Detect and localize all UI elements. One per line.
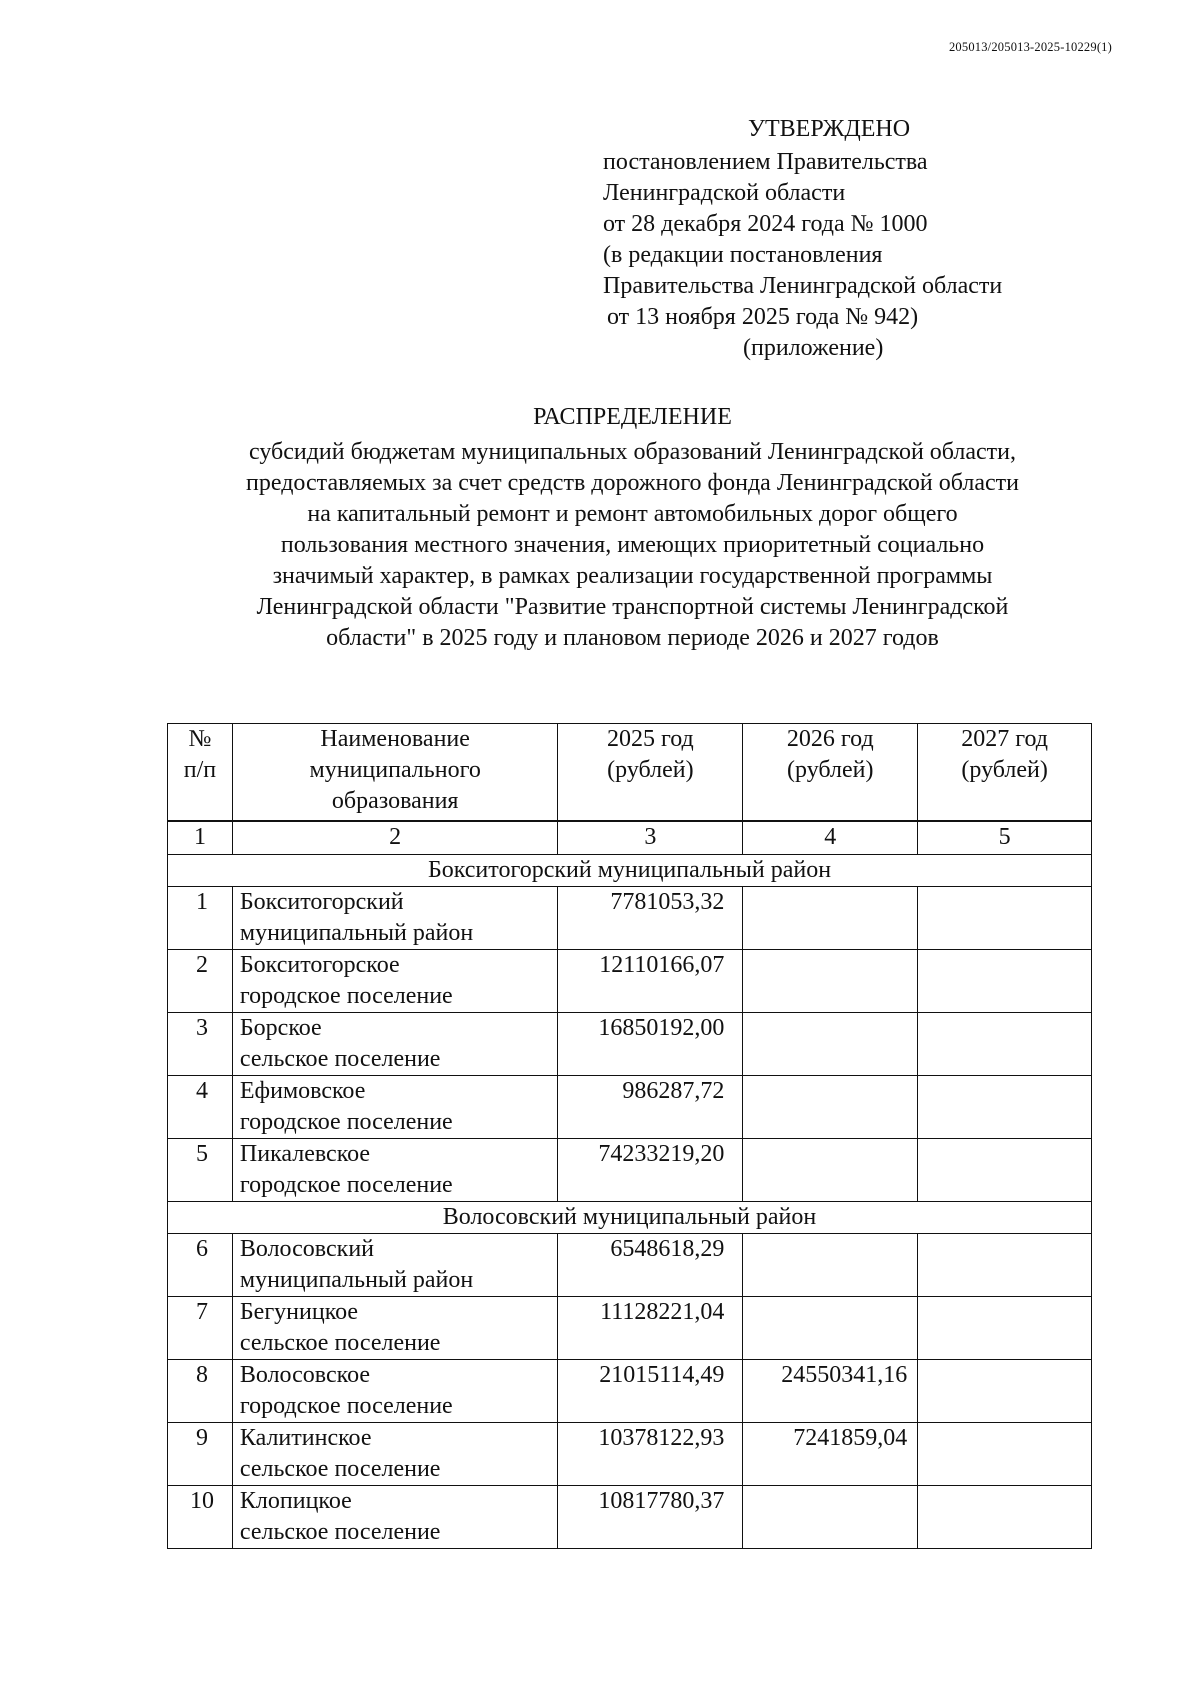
row-2027-value — [918, 1139, 1092, 1202]
header-2025-line: (рублей) — [607, 757, 694, 783]
header-name — [232, 724, 558, 821]
header-number-line: п/п — [183, 757, 217, 783]
row-name-line: сельское поселение — [239, 1330, 441, 1356]
row-2026-value — [743, 950, 918, 1013]
row-2027-value — [918, 887, 1092, 950]
row-2027-value — [918, 1486, 1092, 1549]
row-2026-value — [743, 1076, 918, 1139]
table-row — [168, 1013, 1092, 1076]
row-2027-value — [918, 1013, 1092, 1076]
heading-line: пользования местного значения, имеющих приоритетный социально — [280, 532, 985, 558]
subsidy-table — [167, 723, 1092, 1549]
document-id: 205013/205013-2025-10229(1) — [948, 40, 1112, 54]
header-number-line: № — [188, 726, 212, 752]
header-2025 — [558, 724, 743, 821]
heading-line: Ленинградской области "Развитие транспортной системы Ленинградской — [256, 594, 1009, 620]
group-title: Волосовский муниципальный район — [168, 1202, 1092, 1234]
table-row — [168, 1297, 1092, 1360]
header-name-line: муниципального — [309, 757, 481, 783]
approval-line: от 13 ноября 2025 года № 942) — [607, 304, 919, 330]
row-name — [232, 1360, 558, 1423]
table-row — [168, 1360, 1092, 1423]
row-2027-value — [918, 1076, 1092, 1139]
approval-appendix: (приложение) — [743, 335, 884, 361]
row-2025-value: 10817780,37 — [558, 1486, 743, 1549]
header-2027-line: (рублей) — [961, 757, 1048, 783]
row-name — [232, 1013, 558, 1076]
row-2027-value — [918, 1234, 1092, 1297]
row-name-line: муниципальный район — [239, 1267, 474, 1293]
row-2026-value: 24550341,16 — [743, 1360, 918, 1423]
heading-line: субсидий бюджетам муниципальных образований Ленинградской области, — [248, 439, 1017, 465]
row-name — [232, 1486, 558, 1549]
row-name — [232, 1423, 558, 1486]
row-2026-value — [743, 1486, 918, 1549]
approval-line: от 28 декабря 2024 года № 1000 — [603, 211, 928, 237]
group-row — [168, 855, 1092, 887]
heading-line: на капитальный ремонт и ремонт автомобильных дорог общего — [307, 501, 958, 527]
row-name — [232, 1076, 558, 1139]
header-name-line: образования — [331, 788, 459, 814]
approval-title: УТВЕРЖДЕНО — [748, 116, 911, 142]
approval-line: постановлением Правительства — [603, 149, 928, 175]
table-row — [168, 1486, 1092, 1549]
header-2027-line: 2027 год — [961, 726, 1048, 752]
header-2026-line: 2026 год — [786, 726, 874, 752]
row-2025-value: 6548618,29 — [558, 1234, 743, 1297]
row-name-line: Бегуницкое — [239, 1299, 359, 1325]
row-number: 5 — [168, 1139, 233, 1202]
heading-line: предоставляемых за счет средств дорожного фонда Ленинградской области — [246, 470, 1019, 496]
table-row — [168, 887, 1092, 950]
row-number: 4 — [168, 1076, 233, 1139]
row-2027-value — [918, 950, 1092, 1013]
row-name-line: Пикалевское — [239, 1141, 371, 1167]
row-2027-value — [918, 1297, 1092, 1360]
table-row — [168, 950, 1092, 1013]
document-heading — [160, 402, 1105, 654]
row-2025-value: 11128221,04 — [558, 1297, 743, 1360]
row-2027-value — [918, 1423, 1092, 1486]
row-name-line: городское поселение — [239, 1109, 453, 1135]
row-name-line: Калитинское — [239, 1425, 372, 1451]
table-row — [168, 1234, 1092, 1297]
row-number: 9 — [168, 1423, 233, 1486]
row-number: 10 — [168, 1486, 233, 1549]
table-header-row — [168, 724, 1092, 821]
row-2026-value: 7241859,04 — [743, 1423, 918, 1486]
row-name-line: сельское поселение — [239, 1046, 441, 1072]
row-name-line: Ефимовское — [239, 1078, 366, 1104]
approval-block — [603, 114, 1002, 364]
approval-line: (в редакции постановления — [603, 242, 883, 268]
row-name — [232, 1139, 558, 1202]
heading-title: РАСПРЕДЕЛЕНИЕ — [533, 404, 732, 430]
row-2026-value — [743, 887, 918, 950]
row-number: 1 — [168, 887, 233, 950]
table-row — [168, 1139, 1092, 1202]
row-number: 2 — [168, 950, 233, 1013]
row-name-line: Борское — [239, 1015, 322, 1041]
row-number: 6 — [168, 1234, 233, 1297]
row-2026-value — [743, 1234, 918, 1297]
row-2026-value — [743, 1139, 918, 1202]
column-number: 4 — [743, 822, 918, 855]
header-number — [168, 724, 233, 821]
approval-line: Ленинградской области — [603, 180, 846, 206]
row-name-line: городское поселение — [239, 1393, 453, 1419]
row-number: 7 — [168, 1297, 233, 1360]
header-2026-line: (рублей) — [787, 757, 874, 783]
row-name — [232, 950, 558, 1013]
row-name-line: Бокситогорское — [239, 952, 400, 978]
row-2025-value: 986287,72 — [558, 1076, 743, 1139]
row-name-line: Волосовское — [239, 1362, 371, 1388]
table-row — [168, 1076, 1092, 1139]
row-name-line: сельское поселение — [239, 1456, 441, 1482]
row-name-line: сельское поселение — [239, 1519, 441, 1545]
row-number: 3 — [168, 1013, 233, 1076]
row-name-line: Клопицкое — [239, 1488, 352, 1514]
row-number: 8 — [168, 1360, 233, 1423]
row-name — [232, 1297, 558, 1360]
row-name — [232, 887, 558, 950]
row-name-line: Волосовский — [239, 1236, 374, 1262]
row-2025-value: 7781053,32 — [558, 887, 743, 950]
group-row — [168, 1202, 1092, 1234]
row-2027-value — [918, 1360, 1092, 1423]
column-number: 3 — [558, 822, 743, 855]
row-2026-value — [743, 1297, 918, 1360]
heading-line: области" в 2025 году и плановом периоде 2026 и 2027 годов — [326, 625, 939, 651]
row-2025-value: 12110166,07 — [558, 950, 743, 1013]
row-2026-value — [743, 1013, 918, 1076]
row-name — [232, 1234, 558, 1297]
row-2025-value: 10378122,93 — [558, 1423, 743, 1486]
header-2025-line: 2025 год — [607, 726, 694, 752]
column-number: 1 — [168, 822, 233, 855]
row-2025-value: 74233219,20 — [558, 1139, 743, 1202]
heading-line: значимый характер, в рамках реализации государственной программы — [272, 563, 993, 589]
column-number-row — [168, 822, 1092, 855]
row-name-line: городское поселение — [239, 1172, 453, 1198]
row-2025-value: 21015114,49 — [558, 1360, 743, 1423]
approval-line: Правительства Ленинградской области — [603, 273, 1003, 299]
column-number: 5 — [918, 822, 1092, 855]
header-2026 — [743, 724, 918, 821]
row-name-line: городское поселение — [239, 983, 453, 1009]
table-row — [168, 1423, 1092, 1486]
header-name-line: Наименование — [320, 726, 470, 752]
row-name-line: муниципальный район — [239, 920, 474, 946]
row-2025-value: 16850192,00 — [558, 1013, 743, 1076]
header-2027 — [918, 724, 1092, 821]
row-name-line: Бокситогорский — [239, 889, 404, 915]
group-title: Бокситогорский муниципальный район — [168, 855, 1092, 887]
column-number: 2 — [232, 822, 558, 855]
